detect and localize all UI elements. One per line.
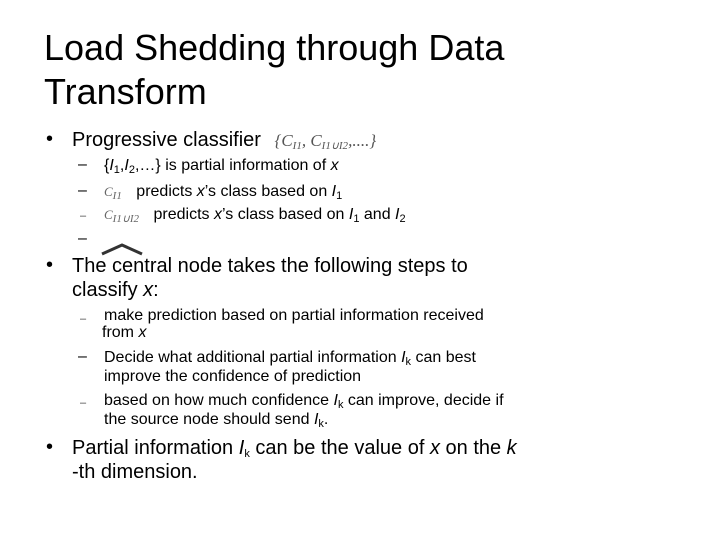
title-line-1: Load Shedding through Data xyxy=(44,27,505,68)
t: k xyxy=(318,418,324,430)
t: I xyxy=(313,411,319,428)
classifier-symbol xyxy=(104,184,122,202)
t: k xyxy=(337,399,344,411)
step-2-dash: – xyxy=(78,348,87,365)
t: from xyxy=(102,324,139,341)
t: I1 xyxy=(112,190,122,202)
t: I xyxy=(401,349,406,366)
step-1-line-2 xyxy=(102,323,146,342)
t: ’s class based on xyxy=(204,183,332,200)
t: ’s class based on xyxy=(221,206,349,223)
step-2-line-1 xyxy=(104,348,476,367)
sub-1-2-dash: – xyxy=(78,182,87,199)
t: 1 xyxy=(353,213,360,225)
step-2-line-2: improve the confidence of prediction xyxy=(104,368,362,385)
formula-sub-2: I1∪I2 xyxy=(321,140,349,152)
t: 1 xyxy=(113,164,120,176)
step-1-line-1: make prediction based on partial information received xyxy=(104,307,484,324)
step-3-line-1 xyxy=(104,391,504,410)
bullet-3-line-2: -th dimension. xyxy=(72,461,198,483)
t: predicts xyxy=(149,206,214,223)
t: x xyxy=(143,279,154,301)
bullet-1-label: Progressive classifier xyxy=(72,129,261,151)
sub-bullet-1-2 xyxy=(104,182,342,201)
t: can improve, decide if xyxy=(343,392,504,409)
bullet-1-text xyxy=(72,128,376,153)
t: can best xyxy=(411,349,476,366)
t: I xyxy=(348,206,354,223)
bullet-3-line-1 xyxy=(72,436,517,460)
t: C xyxy=(104,184,113,199)
t: I xyxy=(333,392,338,409)
step-3-line-2 xyxy=(104,410,328,429)
t: k xyxy=(244,448,250,460)
t: x xyxy=(138,324,147,341)
t: I xyxy=(395,206,400,223)
t: based on how much confidence xyxy=(104,392,334,409)
step-3-dash: – xyxy=(80,397,87,409)
bullet-2-marker: • xyxy=(46,254,54,276)
formula-part-3: ,....} xyxy=(348,131,377,150)
sub-1-3-dash: – xyxy=(80,210,87,222)
t: C xyxy=(104,207,113,222)
t: x xyxy=(429,437,440,459)
t: , xyxy=(119,157,125,174)
t: I1∪I2 xyxy=(112,213,140,225)
t: : xyxy=(153,279,159,301)
t: x xyxy=(330,157,339,174)
t: I xyxy=(331,183,337,200)
t: can be the value of xyxy=(249,437,430,459)
t: 1 xyxy=(336,190,343,202)
t: k xyxy=(506,437,517,459)
t: x xyxy=(213,206,222,223)
t: { xyxy=(104,157,110,174)
step-1-dash: – xyxy=(80,313,87,325)
t: ,…} is partial information of xyxy=(134,157,331,174)
bullet-2-line-2 xyxy=(72,278,159,302)
bullet-1-marker: • xyxy=(46,128,54,150)
formula-part-1: {C xyxy=(274,131,293,150)
t: and xyxy=(359,206,396,223)
sub-bullet-1-1 xyxy=(104,156,339,175)
sub-1-1-dash: – xyxy=(78,156,87,173)
formula-sub-1: I1 xyxy=(292,140,302,152)
bullet-2-line-1: The central node takes the following steps to xyxy=(72,255,468,277)
t: on the xyxy=(439,437,507,459)
classifier-set-formula xyxy=(275,131,377,150)
t: Decide what additional partial information xyxy=(104,349,402,366)
t: x xyxy=(196,183,205,200)
t: k xyxy=(405,356,412,368)
t: 2 xyxy=(399,213,406,225)
t: Partial information xyxy=(72,437,239,459)
title-line-2: Transform xyxy=(44,71,207,112)
bullet-3-marker: • xyxy=(46,436,54,458)
t: I xyxy=(124,157,129,174)
t: I xyxy=(238,437,245,459)
sub-bullet-1-3 xyxy=(104,205,406,224)
t: the source node should send xyxy=(104,411,314,428)
t: classify xyxy=(72,279,144,301)
t: 2 xyxy=(128,164,135,176)
sub-1-4-dash: – xyxy=(78,230,87,247)
t: . xyxy=(323,411,329,428)
t: predicts xyxy=(131,183,197,200)
t: I xyxy=(109,157,114,174)
slide-title xyxy=(44,26,644,114)
classifier-symbol-union xyxy=(104,207,140,225)
formula-part-2: , C xyxy=(301,131,322,150)
